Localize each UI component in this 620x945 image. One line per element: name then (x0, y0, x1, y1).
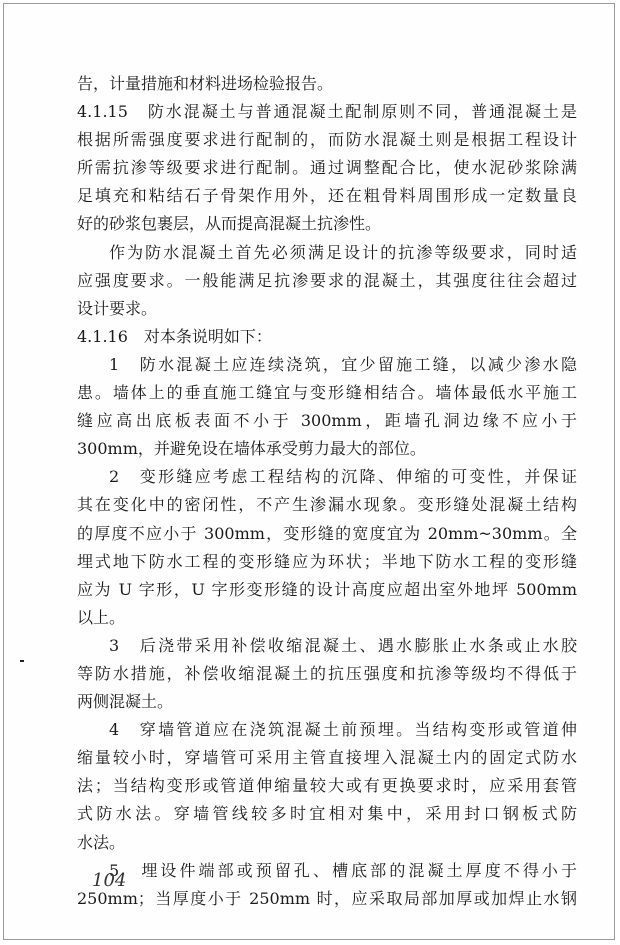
page-number: 104 (92, 870, 127, 891)
text-line: 设计要求。 (77, 298, 158, 318)
scan-speck (20, 660, 24, 662)
text-line: 应强度要求。一般能满足抗渗要求的混凝土，其强度往往会超过 (77, 270, 577, 290)
text-line: 埋式地下防水工程的变形缝应为环状；半地下防水工程的变形缝 (77, 551, 577, 571)
text-line: 的厚度不应小于 300mm，变形缝的宽度宜为 20mm~30mm。全 (77, 523, 577, 543)
item-3-line: 3 后浇带采用补偿收缩混凝土、遇水膨胀止水条或止水胶 (109, 635, 577, 655)
item-4-line: 4 穿墙管道应在浇筑混凝土前预埋。当结构变形或管道伸 (109, 720, 577, 740)
text-line: 缩量较小时，穿墙管可采用主管直接埋入混凝土内的固定式防水 (77, 748, 577, 768)
page-body (77, 70, 577, 913)
text-line: 其在变化中的密闭性，不产生渗漏水现象。变形缝处混凝土结构 (77, 495, 577, 515)
clause-4-1-15-line: 4.1.15 防水混凝土与普通混凝土配制原则不同，普通混凝土是 (77, 102, 577, 122)
text-line: 等防水措施，补偿收缩混凝土的抗压强度和抗渗等级均不得低于 (77, 663, 577, 683)
item-1-line: 1 防水混凝土应连续浇筑，宜少留施工缝，以减少渗水隐 (109, 354, 577, 374)
item-2-line: 2 变形缝应考虑工程结构的沉降、伸缩的可变性，并保证 (109, 467, 577, 487)
text-line: 式防水法。穿墙管线较多时宜相对集中，采用封口钢板式防 (77, 804, 577, 824)
text-line: 应为 U 字形，U 字形变形缝的设计高度应超出室外地坪 500mm (77, 579, 577, 599)
clause-4-1-16-line: 4.1.16 对本条说明如下： (77, 326, 272, 346)
text-line: 根据所需强度要求进行配制的，而防水混凝土则是根据工程设计 (77, 130, 577, 150)
text-line: 法；当结构变形或管道伸缩量较大或有更换要求时，应采用套管 (77, 776, 577, 796)
text-line: 告，计量措施和材料进场检验报告。 (77, 74, 334, 93)
text-line: 作为防水混凝土首先必须满足设计的抗渗等级要求，同时适 (109, 242, 577, 262)
text-line: 300mm，并避免设在墙体承受剪力最大的部位。 (77, 439, 426, 459)
text-line: 患。墙体上的垂直施工缝宜与变形缝相结合。墙体最低水平施工 (77, 383, 577, 403)
text-line: 好的砂浆包裹层，从而提高混凝土抗渗性。 (77, 214, 382, 234)
text-line: 水法。 (77, 832, 126, 852)
text-line: 250mm；当厚度小于 250mm 时，应采取局部加厚或加焊止水钢 (77, 888, 577, 908)
text-line: 以上。 (77, 607, 126, 627)
text-line: 缝应高出底板表面不小于 300mm，距墙孔洞边缘不应小于 (77, 411, 577, 431)
text-line: 足填充和粘结石子骨架作用外，还在粗骨料周围形成一定数量良 (77, 186, 577, 206)
item-5-line: 5 埋设件端部或预留孔、槽底部的混凝土厚度不得小于 (109, 860, 577, 880)
text-line: 所需抗渗等级要求进行配制。通过调整配合比，使水泥砂浆除满 (77, 158, 577, 178)
page-frame (3, 3, 615, 940)
text-line: 两侧混凝土。 (77, 692, 174, 712)
